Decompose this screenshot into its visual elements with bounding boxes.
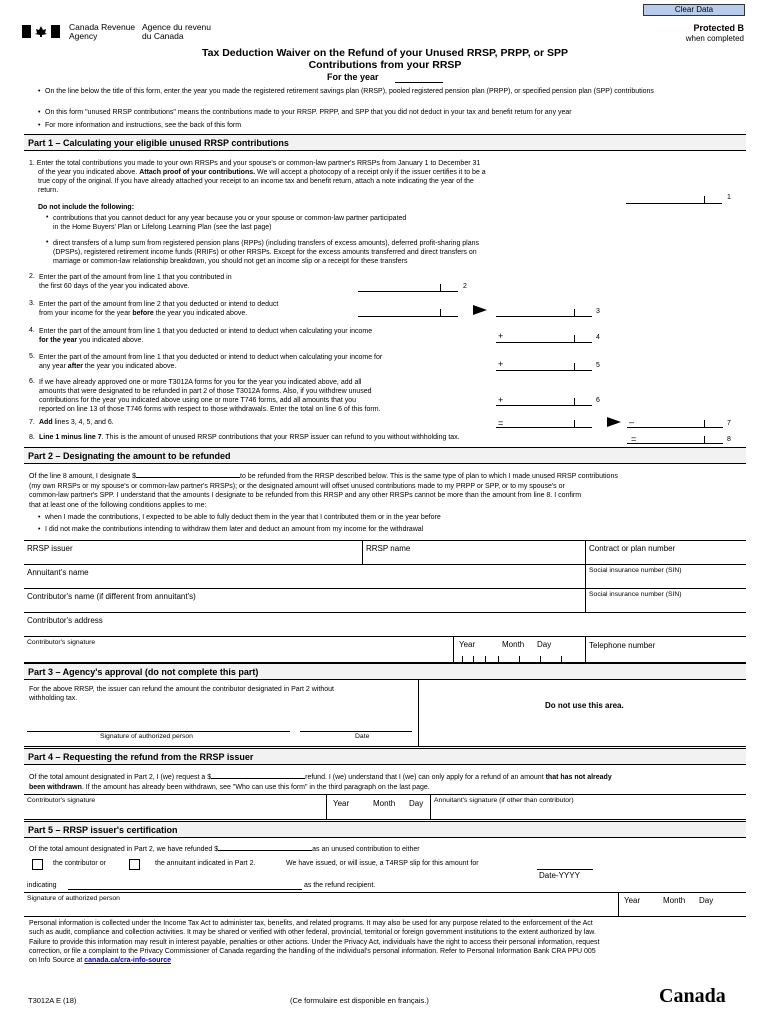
recipient-input[interactable]	[68, 882, 302, 890]
telephone-field[interactable]: Telephone number	[589, 641, 656, 650]
for-year-input[interactable]	[395, 73, 443, 83]
part4-contributor-signature[interactable]: Contributor's signature	[27, 797, 96, 804]
part3-text: For the above RRSP, the issuer can refund the amount the contributor designated in Part 2 without withholding tax.	[29, 686, 334, 702]
dni-1: contributions that you cannot deduct for any year because you or your spouse or common-law partner participated in the Home Buyers' Plan or Lifelong Learning Plan (see the last page)	[53, 215, 407, 231]
part5-header: Part 5 – RRSP issuer's certification	[24, 821, 746, 838]
part5-signature[interactable]: Signature of authorized person	[27, 895, 120, 902]
clear-data-button[interactable]: Clear Data	[643, 4, 745, 16]
do-not-use: Do not use this area.	[545, 701, 624, 710]
contributor-name-field[interactable]: Contributor's name (if different from annuitant's)	[27, 592, 196, 601]
line2-text: Enter the part of the amount from line 1 that you contributed in the first 60 days of the year you indicated above.	[39, 274, 232, 290]
annuitant-sin-field[interactable]: Social insurance number (SIN)	[589, 567, 682, 574]
annuitant-name-field[interactable]: Annuitant's name	[27, 568, 89, 577]
contract-number-field[interactable]: Contract or plan number	[589, 544, 676, 553]
agency-fr: Agence du revenu du Canada	[142, 22, 211, 41]
part1-header: Part 1 – Calculating your eligible unused RRSP contributions	[24, 134, 746, 151]
line4-text: Enter the part of the amount from line 1 that you deducted or intend to deduct when calculating your income for the year you indicated above.	[39, 328, 373, 344]
canada-wordmark: Canada	[659, 985, 726, 1007]
line3-input[interactable]	[496, 305, 592, 317]
arrow-icon	[473, 305, 487, 315]
rrsp-issuer-field[interactable]: RRSP issuer	[27, 544, 73, 553]
part3-header: Part 3 – Agency's approval (do not complete this part)	[24, 663, 746, 680]
condition-2: I did not make the contributions intending to withdraw them later and deduct an amount from my income for the withdrawal	[45, 526, 424, 533]
form-code: T3012A E (18)	[28, 996, 77, 1005]
part2-text: Of the line 8 amount, I designate $ to be refunded from the RRSP described below. This is the same type of plan to which I made unused RRSP contributions (my own RRSPs or my spouse's or common-law partner's RRSPs); or the designated amount will offset unused contributions made to my PRPP or SPP, or to my spouse's or common-law partner's SPP. I understand that the amounts I designate to be refunded from this RRSP and any other RRSPs cannot be more than the amount from line 8. I confirm that at least one of the following conditions applies to me:	[29, 470, 749, 510]
annuitant-checkbox[interactable]	[129, 859, 140, 870]
part4-text: Of the total amount designated in Part 2, I (we) request a $ refund. I (we) understand that I (we) can only apply for a refund of an amount that has not already been withdrawn. If the amount has already been withdrawn, see "Who can use this form" in the third paragraph on the last page.	[29, 771, 749, 793]
intro-1: On the line below the title of this form, enter the year you made the registered retirement savings plan (RRSP), pooled registered pension plan (PRPP), or specified pension plan (SPP) contributions	[45, 88, 654, 95]
line6-input[interactable]	[496, 394, 592, 406]
part2-header: Part 2 – Designating the amount to be refunded	[24, 447, 746, 464]
contributor-signature-field[interactable]: Contributor's signature	[27, 639, 96, 646]
line7-text: Add lines 3, 4, 5, and 6.	[39, 419, 114, 426]
form-title-2: Contributions from your RRSP	[308, 59, 462, 71]
line5-text: Enter the part of the amount from line 1 that you deducted or intend to deduct when calculating your income for any year after the year you indicated above.	[39, 354, 383, 370]
part4-header: Part 4 – Requesting the refund from the RRSP issuer	[24, 748, 746, 765]
protected-b: Protected B	[693, 23, 744, 33]
contributor-checkbox[interactable]	[32, 859, 43, 870]
line7-left-input[interactable]	[496, 416, 592, 428]
intro-3: For more information and instructions, see the back of this form	[45, 122, 242, 129]
t4rsp-year-input[interactable]	[537, 860, 593, 870]
annuitant-signature[interactable]: Annuitant's signature (if other than contributor)	[434, 797, 574, 804]
intro-2: On this form "unused RRSP contributions" means the contributions made to your RRSP. PRPP, and SPP that you did not deduct in your tax and benefit return for any year	[45, 109, 572, 116]
line8-text: Line 1 minus line 7. This is the amount of unused RRSP contributions that your RRSP issuer can refund to you without withholding tax.	[39, 434, 460, 441]
line5-input[interactable]	[496, 359, 592, 371]
when-completed: when completed	[685, 34, 744, 43]
line1-input[interactable]	[626, 192, 722, 204]
line8-input[interactable]	[627, 432, 723, 444]
line7-input[interactable]	[627, 416, 723, 428]
arrow-icon	[607, 417, 621, 427]
for-the-year-label: For the year	[327, 72, 379, 82]
do-not-include: Do not include the following:	[38, 204, 135, 211]
line6-text: If we have already approved one or more T3012A forms for you for the year you indicated above, add all amounts that were designated to be refunded in part 2 of those T3012A forms. Also, if you withdrew unused contributions for the year you indicated above using one or more T746 forms, add all amounts that you reported on line 13 of those T746 forms with respect to those withdrawals. Enter the total on line 6 of this form.	[39, 379, 381, 413]
line2-input[interactable]	[358, 280, 458, 292]
rrsp-name-field[interactable]: RRSP name	[366, 544, 411, 553]
line3-left-input[interactable]	[358, 305, 458, 317]
contributor-sin-field[interactable]: Social insurance number (SIN)	[589, 591, 682, 598]
line4-input[interactable]	[496, 331, 592, 343]
french-note: (Ce formulaire est disponible en français.)	[290, 996, 429, 1005]
canada-flag-icon	[22, 25, 60, 38]
agency-en: Canada Revenue Agency	[69, 22, 136, 41]
line1-text: 1. Enter the total contributions you made to your own RRSPs and your spouse's or common-law partner's RRSPs from January 1 to December 31 of the year you indicated above. Attach proof of your contributions. We will accept a photocopy of a receipt only if the issuer certifies it to be a true copy of the original. If you have already attached your receipt to an income tax and benefit return, attach a note indicating the year of the return.	[29, 160, 486, 194]
contributor-address-field[interactable]: Contributor's address	[27, 616, 103, 625]
form-title-1: Tax Deduction Waiver on the Refund of your Unused RRSP, PRPP, or SPP	[201, 47, 568, 59]
part5-text: Of the total amount designated in Part 2, we have refunded $ as an unused contribution to either	[29, 843, 420, 855]
privacy-notice: Personal information is collected under the Income Tax Act to administer tax, benefits, and related programs. It may also be used for any purpose related to the enforcement of the Act such as audit, compliance and collection activities. It may be shared or verified with other federal, provincial, territorial or foreign government institutions to the extent authorized by law. Failure to provide this information may result in interest payable, penalties or other actions. Under the Privacy Act, individuals have the right to access their personal information, request correction, or file a complaint to the Privacy Commissioner of Canada regarding the handling of the individual's personal information. Refer to Personal Information Bank CRA PPU 005 on Info Source at canada.ca/cra-info-source	[29, 920, 600, 965]
dni-2: direct transfers of a lump sum from registered pension plans (RPPs) (including transfers of excess amounts), deferred profit-sharing plans (DPSPs), registered retirement income funds (RRIFs) or other RRSPs. Except for the excess amounts transferred and direct transfers on marriage or common-law relationship breakdown, you should not get an income slip or a receipt for these transfers	[53, 240, 480, 265]
condition-1: when I made the contributions, I expected to be able to fully deduct them in the year that I contributed them or in the year before	[45, 514, 441, 521]
line3-text: Enter the part of the amount from line 2 that you deducted or intend to deduct from your income for the year before the year you indicated above.	[39, 301, 279, 317]
info-source-link[interactable]: canada.ca/cra-info-source	[84, 957, 172, 965]
